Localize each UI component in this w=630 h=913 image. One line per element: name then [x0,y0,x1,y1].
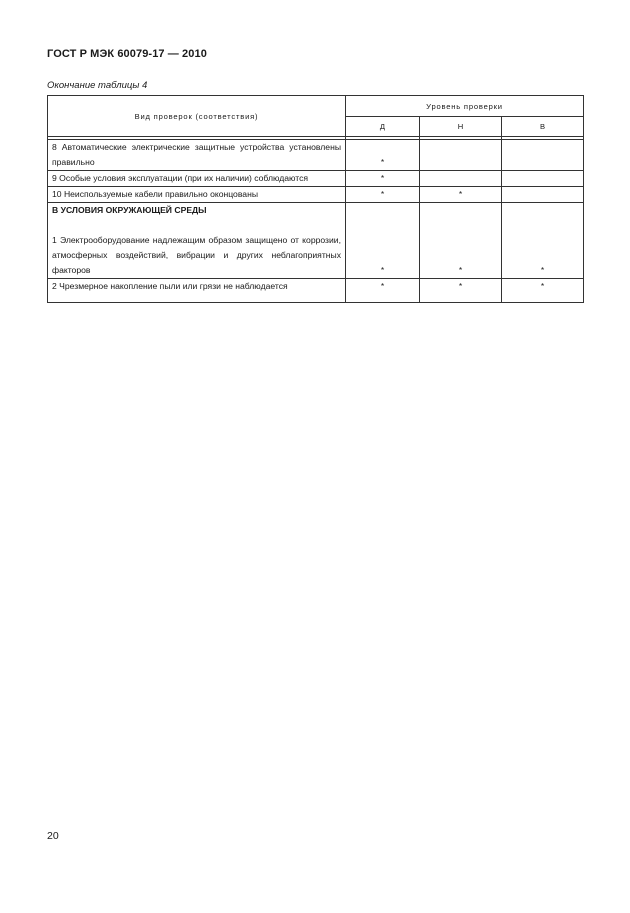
column-header-checks: Вид проверок (соответствия) [48,96,346,137]
mark-d: * [346,171,420,187]
mark-n: * [420,187,502,203]
row-text: 10 Неиспользуемые кабели правильно оконцованы [48,187,346,203]
row-text-section [48,203,346,279]
page-number: 20 [47,830,59,842]
mark-v: * [502,279,584,303]
table-row [48,171,584,187]
table-caption: Окончание таблицы 4 [47,80,148,91]
document-header: ГОСТ Р МЭК 60079-17 — 2010 [47,48,207,60]
mark-v [502,171,584,187]
column-header-level: Уровень проверки [346,96,584,117]
column-header-d: Д [346,117,420,137]
column-header-v: В [502,117,584,137]
row-text: 1 Электрооборудование надлежащим образом защищено от коррозии, атмосферных воздействий, вибрации и других неблагоприятных факторов [52,235,341,275]
mark-d: * [346,279,420,303]
mark-n [420,140,502,171]
table-row [48,187,584,203]
column-header-n: Н [420,117,502,137]
table-row [48,279,584,303]
mark-d: * [346,140,420,171]
mark-v [502,187,584,203]
inspection-table [47,95,584,303]
mark-v: * [502,203,584,279]
mark-n [420,171,502,187]
row-text: 8 Автоматические электрические защитные устройства установлены правильно [48,140,346,171]
table-row [48,140,584,171]
mark-n: * [420,203,502,279]
table-row [48,203,584,279]
mark-n: * [420,279,502,303]
mark-d: * [346,203,420,279]
mark-d: * [346,187,420,203]
mark-v [502,140,584,171]
section-heading: В УСЛОВИЯ ОКРУЖАЮЩЕЙ СРЕДЫ [52,205,207,215]
row-text: 9 Особые условия эксплуатации (при их наличии) соблюдаются [48,171,346,187]
row-text: 2 Чрезмерное накопление пыли или грязи не наблюдается [48,279,346,303]
